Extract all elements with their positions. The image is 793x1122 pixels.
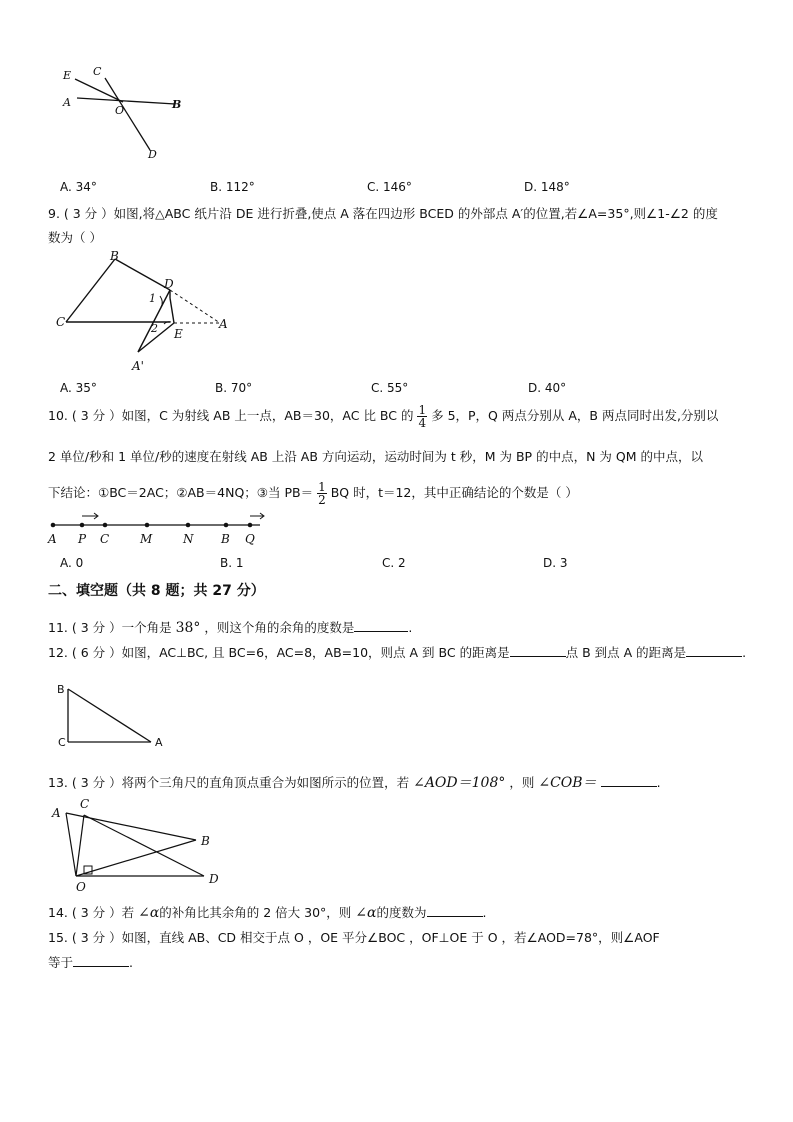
fig10-label-C: C [100,532,110,546]
q10-frac2-numerator: 1 [318,480,326,494]
fig10-label-Q: Q [245,532,255,546]
fig10-label-B: B [221,532,230,546]
q11-part1: 11. ( 3 分 ）一个角是 [48,620,172,635]
fig9-label-C: C [56,315,66,329]
q14-part2: 的补角比其余角的 2 倍大 30°，则 [159,905,352,920]
q14-end: . [482,905,487,920]
q10-line3-part2: BQ 时，t＝12，其中正确结论的个数是（ ） [330,485,578,500]
fig10-label-P: P [78,532,87,546]
q15-text-line2 [48,953,133,971]
q12-text [48,643,746,661]
q13-expression-aod: ∠AOD＝108° [413,775,506,791]
q14-alpha-1: ∠α [138,905,160,921]
q13-figure [46,796,231,896]
q9-option-a: A. 35° [60,381,97,395]
q12-figure [55,680,170,750]
q10-option-b: B. 1 [220,556,244,570]
fig13-label-B: B [201,834,210,848]
q10-line3-part1: 下结论：①BC＝2AC；②AB＝4NQ；③当 PB＝ [48,485,314,500]
fig13-label-C: C [80,797,90,811]
fig10-label-N: N [183,532,194,546]
q12-answer-blank-2[interactable] [686,644,742,657]
fig8-label-C: C [93,65,102,78]
fig13-label-D: D [209,872,219,886]
q10-frac1-numerator: 1 [418,403,427,417]
q14-answer-blank[interactable] [427,904,483,917]
q10-line1-part2: 多 5，P，Q 两点分别从 A，B 两点同时出发,分别以 [431,408,719,423]
q10-option-d: D. 3 [543,556,568,570]
q9-text-line1: 9. ( 3 分 ）如图,将△ABC 纸片沿 DE 进行折叠,使点 A 落在四边形 BCED 的外部点 A′的位置,若∠A=35°,则∠1-∠2 的度 [48,206,718,221]
q12-part1: 12. ( 6 分 ）如图，AC⊥BC, 且 BC=6，AC=8，AB=10，则点 A 到 BC 的距离是 [48,645,510,660]
fig13-label-A: A [52,806,61,820]
q10-number-line-figure [45,508,265,548]
q9-option-b: B. 70° [215,381,253,395]
fig9-label-2: 2 [151,322,158,335]
q10-fraction-1 [417,404,427,429]
fig8-label-E: E [63,69,72,82]
q15-text-line1: 15. ( 3 分 ）如图，直线 AB、CD 相交于点 O ，OE 平分∠BOC ，OF⊥OE 于 O ，若∠AOD=78°，则∠AOF [48,930,660,945]
q15-answer-blank[interactable] [73,954,129,967]
q10-text-line2: 2 单位/秒和 1 单位/秒的速度在射线 AB 上沿 AB 方向运动，运动时间为 t 秒，M 为 BP 的中点，N 为 QM 的中点，以 [48,449,703,464]
q14-text [48,903,486,921]
q10-text-line3 [48,481,578,506]
fig8-label-D: D [148,148,157,161]
fig9-label-E: E [174,327,183,341]
q9-option-c: C. 55° [371,381,409,395]
q14-part3: 的度数为 [376,905,427,920]
q8-figure [55,62,190,162]
fig9-label-A-prime: A' [132,359,144,373]
fig9-label-A: A [219,317,228,331]
fig8-label-A: A [63,96,71,109]
q15-end: . [129,955,133,970]
q9-figure [52,250,237,375]
fig12-label-C: C [58,736,66,749]
q15-part1: 等于 [48,955,74,970]
q9-text-line2: 数为（ ） [48,230,102,245]
q11-part2: ，则这个角的余角的度数是 [204,620,355,635]
q11-angle-value: 38° [175,620,201,636]
q12-answer-blank-1[interactable] [510,644,566,657]
q13-part1: 13. ( 3 分 ）将两个三角尺的直角顶点重合为如图所示的位置，若 [48,775,410,790]
fig9-label-D: D [164,277,174,291]
fig12-label-A: A [155,736,163,749]
q8-option-c: C. 146° [367,180,412,194]
q12-part2: 点 B 到点 A 的距离是 [565,645,687,660]
fig13-label-O: O [76,880,86,894]
fig8-label-B: B [172,98,182,111]
q10-text-line1 [48,404,718,429]
fig9-label-1: 1 [149,292,156,305]
q13-expression-cob: ∠COB＝ [538,775,597,791]
fig9-label-B: B [110,250,119,263]
fig10-label-A: A [48,532,57,546]
q11-answer-blank[interactable] [354,619,408,632]
q13-part2: ，则 [509,775,535,790]
q8-option-a: A. 34° [60,180,97,194]
q12-end: . [742,645,747,660]
q10-frac2-denominator: 2 [318,493,326,507]
fig12-label-B: B [57,683,65,696]
section-heading-fill-in: 二、填空题（共 8 题；共 27 分） [48,583,265,599]
q11-text [48,618,412,636]
q10-option-c: C. 2 [382,556,406,570]
q14-alpha-2: ∠α [355,905,377,921]
q11-end: . [408,620,413,635]
q10-option-a: A. 0 [60,556,84,570]
fig10-label-M: M [140,532,153,546]
q9-option-d: D. 40° [528,381,567,395]
q14-part1: 14. ( 3 分 ）若 [48,905,135,920]
q10-fraction-2 [317,481,327,506]
q10-line1-part1: 10. ( 3 分 ）如图，C 为射线 AB 上一点，AB＝30，AC 比 BC 的 [48,408,414,423]
q10-frac1-denominator: 4 [418,416,427,430]
q13-end: . [656,775,661,790]
fig8-label-O: O [115,104,125,117]
q8-option-d: D. 148° [524,180,570,194]
q13-text [48,772,661,792]
q13-answer-blank[interactable] [601,774,657,787]
q8-option-b: B. 112° [210,180,255,194]
